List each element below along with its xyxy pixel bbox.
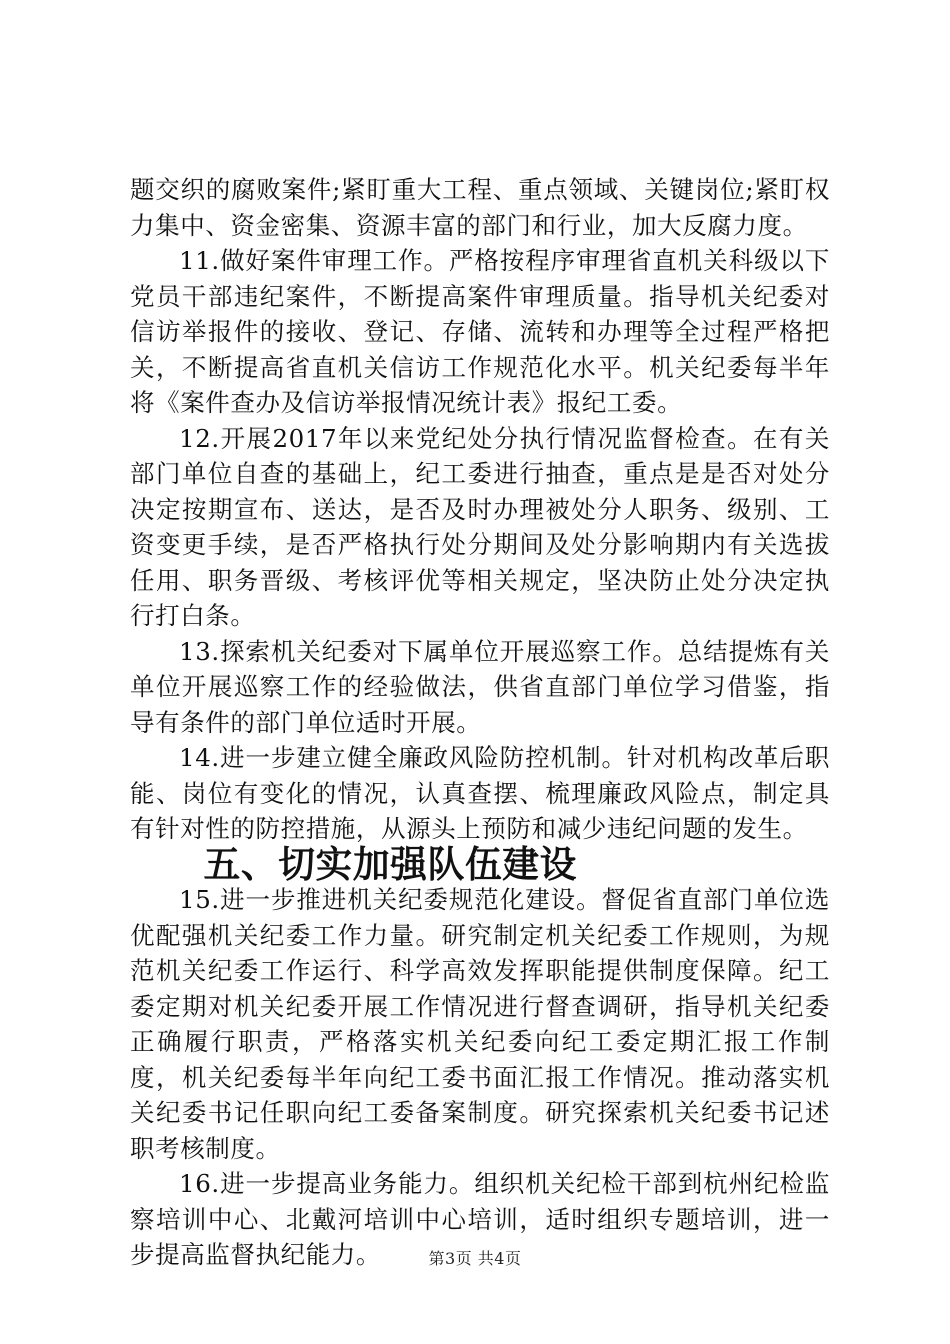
- section-heading-5: 五、切实加强队伍建设: [203, 842, 578, 886]
- page-footer: [0, 1246, 950, 1269]
- paragraph-item-15: 15.进一步推进机关纪委规范化建设。督促省直部门单位选优配强机关纪委工作力量。研究制定机关纪委工作规则，为规范机关纪委工作运行、科学高效发挥职能提供制度保障。纪工委定期对机关纪委开展工作情况进行督查调研，指导机关纪委正确履行职责，严格落实机关纪委向纪工委定期汇报工作制度，机关纪委每半年向纪工委书面汇报工作情况。推动落实机关纪委书记任职向纪工委备案制度。研究探索机关纪委书记述职考核制度。: [130, 885, 830, 1163]
- paragraph-item-14: 14.进一步建立健全廉政风险防控机制。针对机构改革后职能、岗位有变化的情况，认真查摆、梳理廉政风险点，制定具有针对性的防控措施，从源头上预防和减少违纪问题的发生。: [130, 743, 830, 843]
- paragraph-continuation: 题交织的腐败案件;紧盯重大工程、重点领域、关键岗位;紧盯权力集中、资金密集、资源丰富的部门和行业，加大反腐力度。: [130, 175, 830, 240]
- paragraph-item-13: 13.探索机关纪委对下属单位开展巡察工作。总结提炼有关单位开展巡察工作的经验做法，供省直部门单位学习借鉴，指导有条件的部门单位适时开展。: [130, 636, 830, 737]
- paragraph-item-11: 11.做好案件审理工作。严格按程序审理省直机关科级以下党员干部违纪案件，不断提高案件审理质量。指导机关纪委对信访举报件的接收、登记、存储、流转和办理等全过程严格把关，不断提高省直机关信访工作规范化水平。机关纪委每半年将《案件查办及信访举报情况统计表》报纪工委。: [130, 246, 830, 417]
- page-number-label: 第3页 共4页: [428, 1249, 522, 1268]
- paragraph-item-16: 16.进一步提高业务能力。组织机关纪检干部到杭州纪检监察培训中心、北戴河培训中心培训，适时组织专题培训，进一步提高监督执纪能力。: [130, 1169, 830, 1269]
- document-body: [130, 172, 830, 1273]
- paragraph-item-12: 12.开展2017年以来党纪处分执行情况监督检查。在有关部门单位自查的基础上，纪工委进行抽查，重点是是否对处分决定按期宣布、送达，是否及时办理被处分人职务、级别、工资变更手续，是否严格执行处分期间及处分影响期内有关选拔任用、职务晋级、考核评优等相关规定，坚决防止处分决定执行打白条。: [130, 423, 830, 630]
